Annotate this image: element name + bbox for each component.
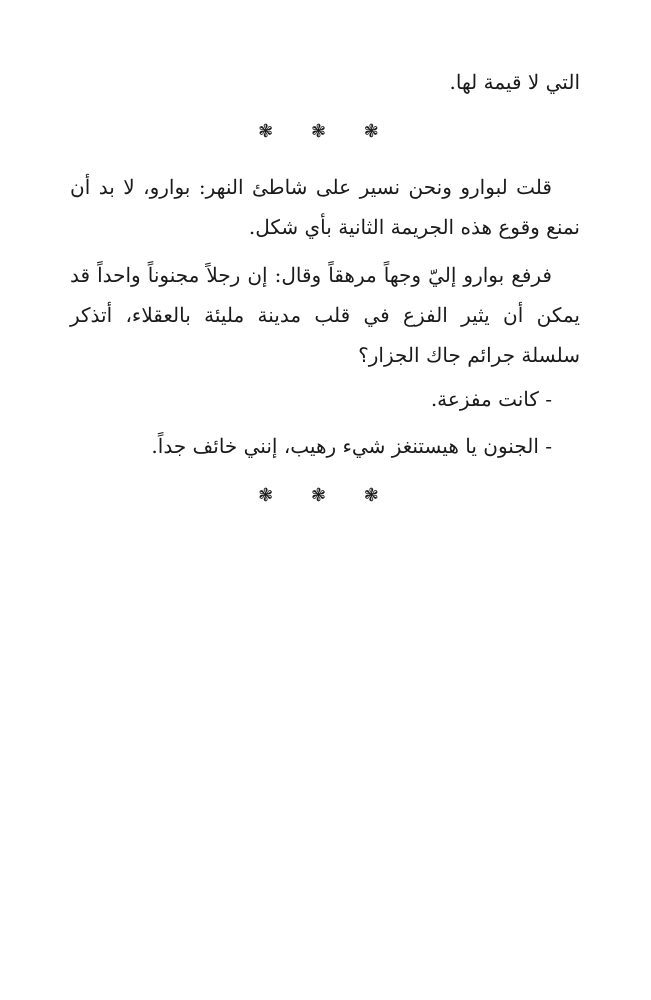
section-separator-bottom	[0, 484, 651, 508]
dialogue-line: - كانت مفزعة.	[430, 387, 552, 411]
flower-ornament-icon: ❃	[310, 121, 341, 142]
flower-ornament-icon: ❃	[363, 485, 393, 506]
flower-ornament-icon: ❃	[363, 121, 393, 142]
flower-ornament-icon: ❃	[258, 121, 288, 142]
section-separator-top	[0, 120, 651, 144]
flower-ornament-icon: ❃	[258, 485, 288, 506]
flower-ornament-icon: ❃	[310, 485, 341, 506]
dialogue-line: - الجنون يا هيستنغز شيء رهيب، إنني خائف جداً.	[151, 434, 552, 458]
paragraph-poirot-reply: فرفع بوارو إليّ وجهاً مرهقاً وقال: إن رجلاً مجنوناً واحداً قد يمكن أن يثير الفزع في قلب مدينة مليئة بالعقلاء، أتذكر سلسلة جرائم جاك الجزار؟	[70, 263, 580, 367]
paragraph-narration: قلت لبوارو ونحن نسير على شاطئ النهر: بوارو، لا بد أن نمنع وقوع هذه الجريمة الثانية بأي شكل.	[70, 175, 580, 239]
paragraph-ending: التي لا قيمة لها.	[449, 70, 580, 94]
